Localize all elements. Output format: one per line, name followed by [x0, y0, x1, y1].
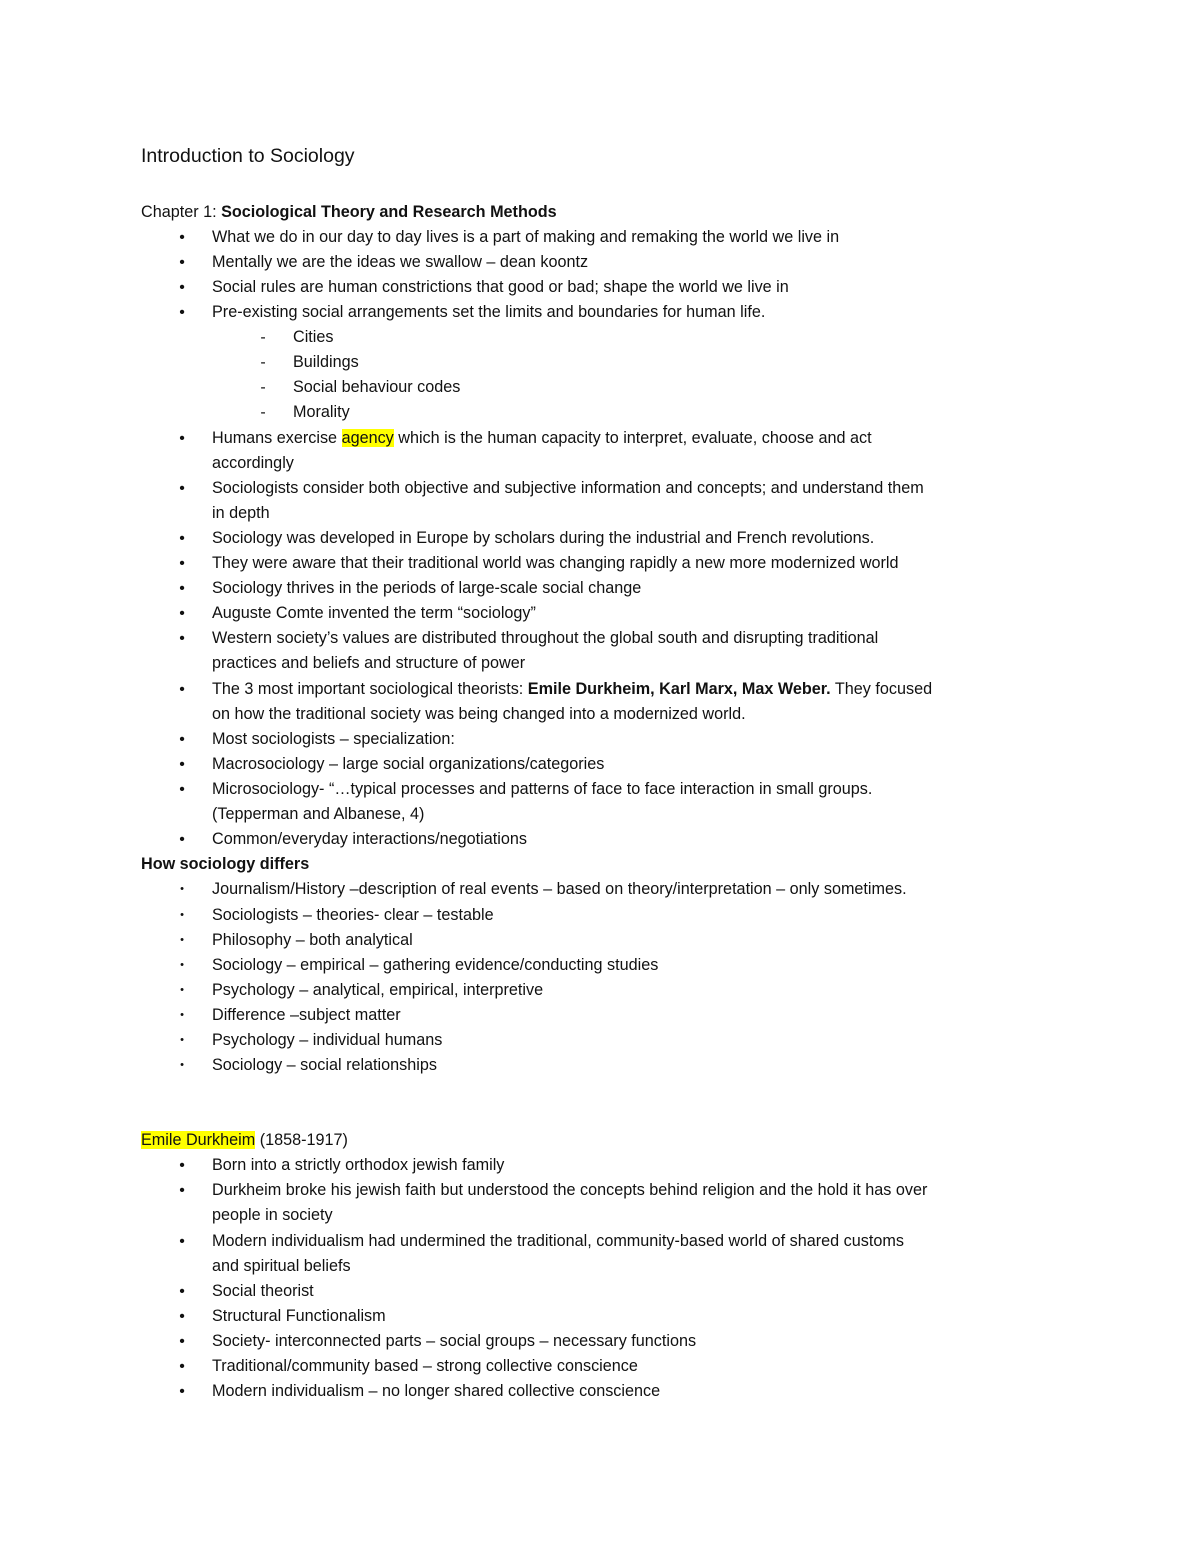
chapter-prefix: Chapter 1: [141, 203, 222, 221]
list-item: Modern individualism had undermined the traditional, community-based world of shared customs [212, 1232, 904, 1250]
small-bullet-icon: • [180, 883, 184, 895]
bullet-icon: • [179, 279, 185, 296]
list-item: Auguste Comte invented the term “sociology” [212, 604, 536, 622]
sub-list-item: Social behaviour codes [293, 378, 461, 396]
list-item-continuation: accordingly [212, 454, 294, 472]
list-item: Pre-existing social arrangements set the limits and boundaries for human life. [212, 303, 766, 321]
chapter-title: Sociological Theory and Research Methods [221, 203, 557, 221]
list-item: Most sociologists – specialization: [212, 730, 455, 748]
highlight-agency: agency [341, 429, 394, 447]
bullet-icon: • [179, 1383, 185, 1400]
bullet-icon: • [179, 1308, 185, 1325]
list-item-continuation: on how the traditional society was being changed into a modernized world. [212, 705, 746, 723]
bullet-icon: • [179, 229, 185, 246]
list-item: Social rules are human constrictions that good or bad; shape the world we live in [212, 278, 789, 296]
list-item-continuation: and spiritual beliefs [212, 1257, 351, 1275]
dash-icon: - [260, 379, 266, 396]
theorist-names: Emile Durkheim, Karl Marx, Max Weber. [527, 680, 831, 698]
bullet-icon: • [179, 630, 185, 647]
list-item: Philosophy – both analytical [212, 931, 413, 949]
list-item: What we do in our day to day lives is a part of making and remaking the world we live in [212, 228, 840, 246]
list-item: Sociologists consider both objective and subjective information and concepts; and understand them [212, 479, 924, 497]
list-item: Difference –subject matter [212, 1006, 401, 1024]
dash-icon: - [260, 329, 266, 346]
list-item: Social theorist [212, 1282, 314, 1300]
sub-list-item: Morality [293, 403, 350, 421]
bullet-icon: • [179, 1358, 185, 1375]
list-item-continuation: in depth [212, 504, 270, 522]
bullet-icon: • [179, 254, 185, 271]
section-heading-durkheim [141, 1128, 348, 1153]
list-item: Sociologists – theories- clear – testable [212, 906, 494, 924]
list-item: Sociology – empirical – gathering evidence/conducting studies [212, 956, 659, 974]
small-bullet-icon: • [180, 984, 184, 996]
small-bullet-icon: • [180, 1059, 184, 1071]
list-item: Modern individualism – no longer shared collective conscience [212, 1382, 661, 1400]
bullet-icon: • [179, 731, 185, 748]
bullet-icon: • [179, 831, 185, 848]
bullet-icon: • [179, 1283, 185, 1300]
list-item: Society- interconnected parts – social groups – necessary functions [212, 1332, 697, 1350]
list-item-agency [212, 426, 872, 451]
text-segment: Humans exercise [212, 429, 342, 447]
list-item: Psychology – individual humans [212, 1031, 443, 1049]
bullet-icon: • [179, 530, 185, 547]
bullet-icon: • [179, 1333, 185, 1350]
list-item: Sociology – social relationships [212, 1056, 437, 1074]
list-item-continuation: practices and beliefs and structure of power [212, 654, 526, 672]
bullet-icon: • [179, 580, 185, 597]
bullet-icon: • [179, 480, 185, 497]
bullet-icon: • [179, 430, 185, 447]
list-item: Born into a strictly orthodox jewish family [212, 1156, 505, 1174]
bullet-icon: • [179, 1182, 185, 1199]
list-item: Sociology was developed in Europe by scholars during the industrial and French revolutions. [212, 529, 875, 547]
bullet-icon: • [179, 756, 185, 773]
dash-icon: - [260, 404, 266, 421]
chapter-heading [141, 200, 557, 225]
list-item: Durkheim broke his jewish faith but understood the concepts behind religion and the hold it has over [212, 1181, 928, 1199]
list-item: Macrosociology – large social organizations/categories [212, 755, 605, 773]
sub-list-item: Buildings [293, 353, 359, 371]
text-segment: which is the human capacity to interpret, evaluate, choose and act [393, 429, 872, 447]
durkheim-dates: (1858-1917) [255, 1131, 348, 1149]
list-item-continuation: people in society [212, 1206, 333, 1224]
bullet-icon: • [179, 681, 185, 698]
text-segment: The 3 most important sociological theorists: [212, 680, 528, 698]
section-heading-differs: How sociology differs [141, 855, 310, 873]
bullet-icon: • [179, 605, 185, 622]
small-bullet-icon: • [180, 1034, 184, 1046]
list-item: Mentally we are the ideas we swallow – dean koontz [212, 253, 589, 271]
list-item-theorists [212, 677, 932, 702]
bullet-icon: • [179, 555, 185, 572]
bullet-icon: • [179, 781, 185, 798]
list-item: Common/everyday interactions/negotiations [212, 830, 527, 848]
dash-icon: - [260, 354, 266, 371]
sub-list-item: Cities [293, 328, 334, 346]
bullet-icon: • [179, 1157, 185, 1174]
list-item: Structural Functionalism [212, 1307, 386, 1325]
list-item-continuation: (Tepperman and Albanese, 4) [212, 805, 425, 823]
bullet-icon: • [179, 1233, 185, 1250]
highlight-durkheim: Emile Durkheim [141, 1131, 256, 1149]
list-item: Western society’s values are distributed throughout the global south and disrupting traditional [212, 629, 879, 647]
list-item: Traditional/community based – strong collective conscience [212, 1357, 638, 1375]
list-item: Sociology thrives in the periods of large-scale social change [212, 579, 642, 597]
small-bullet-icon: • [180, 909, 184, 921]
list-item: Journalism/History –description of real events – based on theory/interpretation – only sometimes. [212, 880, 907, 898]
list-item: Psychology – analytical, empirical, interpretive [212, 981, 544, 999]
small-bullet-icon: • [180, 934, 184, 946]
small-bullet-icon: • [180, 1009, 184, 1021]
bullet-icon: • [179, 304, 185, 321]
list-item: Microsociology- “…typical processes and patterns of face to face interaction in small groups. [212, 780, 873, 798]
list-item: They were aware that their traditional world was changing rapidly a new more modernized world [212, 554, 899, 572]
small-bullet-icon: • [180, 959, 184, 971]
document-title: Introduction to Sociology [141, 145, 355, 167]
text-segment: They focused [830, 680, 933, 698]
